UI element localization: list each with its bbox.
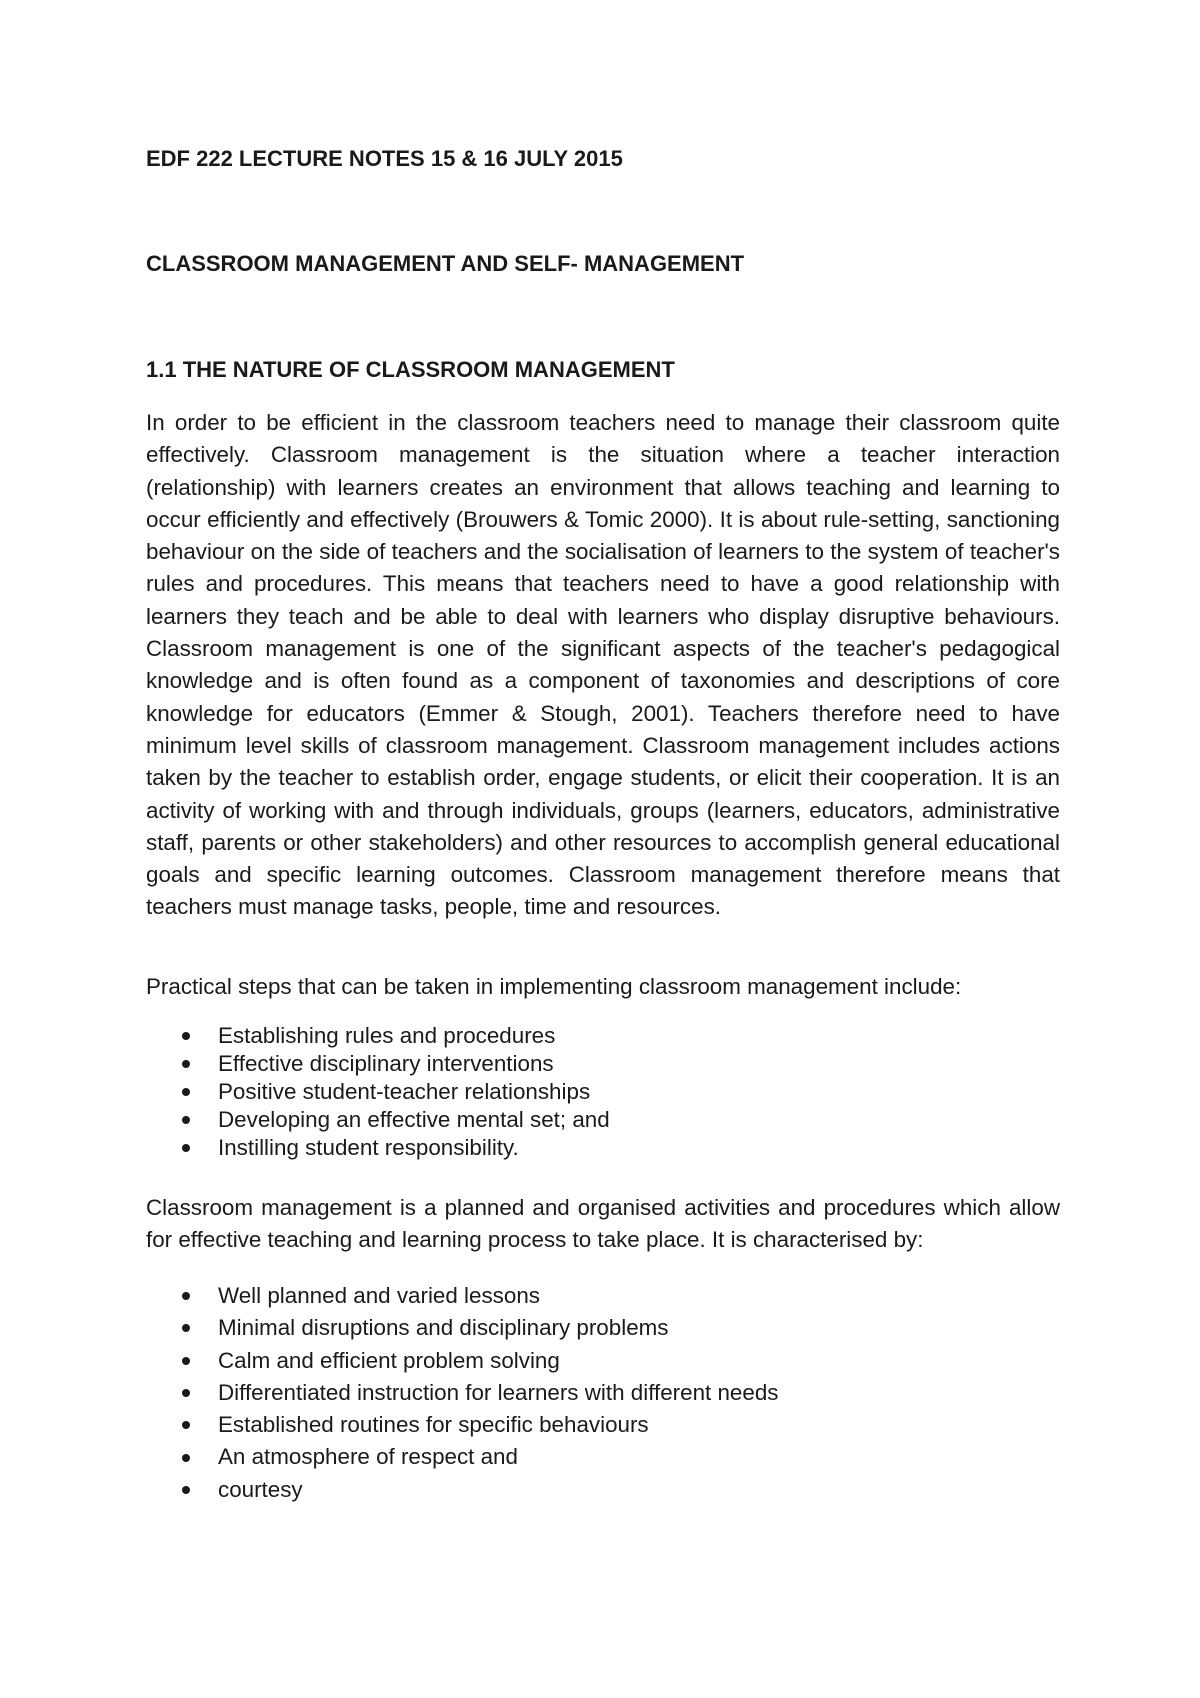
list-item-text: Well planned and varied lessons — [218, 1283, 540, 1308]
list-item-text: An atmosphere of respect and — [218, 1444, 518, 1470]
list-item-text: Instilling student responsibility. — [218, 1135, 519, 1160]
characteristics-list — [146, 1280, 1060, 1506]
list-item-text: Developing an effective mental set; and — [218, 1107, 610, 1132]
main-paragraph: In order to be efficient in the classroom teachers need to manage their classroom quite effectively. Classroom management is the situation where a teacher interaction (relationship) with learners creates an environment that allows teaching and learning to occur efficiently and effectively (Brouwers & Tomic 2000). It is about rule-setting, sanctioning behaviour on the side of teachers and the socialisation of learners to the system of teacher's rules and procedures. This means that teachers need to have a good relationship with learners they teach and be able to deal with learners who display disruptive behaviours. Classroom management is one of the significant aspects of the teacher's pedagogical knowledge and is often found as a component of taxonomies and descriptions of core knowledge for educators (Emmer & Stough, 2001). Teachers therefore need to have minimum level skills of classroom management. Classroom management includes actions taken by the teacher to establish order, engage students, or elicit their cooperation. It is an activity of working with and through individuals, groups (learners, educators, administrative staff, parents or other stakeholders) and other resources to accomplish general educational goals and specific learning outcomes. Classroom management therefore means that teachers must manage tasks, people, time and resources. — [146, 410, 1060, 920]
list-item — [146, 1474, 1060, 1506]
list-item-text: courtesy — [218, 1476, 303, 1502]
list-item-text: Differentiated instruction for learners with different needs — [218, 1379, 779, 1405]
bullet-icon — [182, 1324, 190, 1332]
list-item — [146, 1409, 1060, 1441]
characteristics-intro: Classroom management is a planned and organised activities and procedures which allow for effective teaching and learning process to take place. It is characterised by: — [146, 1195, 1060, 1253]
bullet-icon — [182, 1088, 190, 1096]
bullet-icon — [182, 1144, 190, 1152]
main-paragraph-block — [146, 407, 1060, 924]
list-item — [146, 1441, 1060, 1473]
bullet-icon — [182, 1357, 190, 1365]
list-item-text: Effective disciplinary interventions — [218, 1051, 554, 1076]
list-item — [146, 1050, 1060, 1078]
bullet-icon — [182, 1292, 190, 1300]
list-item — [146, 1345, 1060, 1377]
list-item — [146, 1134, 1060, 1162]
document-title: EDF 222 LECTURE NOTES 15 & 16 JULY 2015 — [146, 146, 623, 171]
steps-list — [146, 1022, 1060, 1162]
list-item-text: Positive student-teacher relationships — [218, 1079, 591, 1104]
list-item — [146, 1377, 1060, 1409]
bullet-icon — [182, 1486, 190, 1494]
list-item — [146, 1022, 1060, 1050]
list-item-text: Established routines for specific behaviours — [218, 1412, 649, 1438]
list-item — [146, 1280, 1060, 1312]
bullet-icon — [182, 1421, 190, 1429]
characteristics-list-block — [146, 1280, 1060, 1506]
list-item-text: Establishing rules and procedures — [218, 1023, 556, 1048]
steps-intro-block — [146, 971, 1060, 1003]
section-heading: 1.1 THE NATURE OF CLASSROOM MANAGEMENT — [146, 357, 675, 382]
steps-intro: Practical steps that can be taken in implementing classroom management include: — [146, 974, 962, 999]
list-item — [146, 1106, 1060, 1134]
characteristics-intro-block — [146, 1192, 1060, 1257]
bullet-icon — [182, 1060, 190, 1068]
steps-list-block — [146, 1022, 1060, 1162]
list-item — [146, 1078, 1060, 1106]
list-item-text: Minimal disruptions and disciplinary problems — [218, 1315, 669, 1341]
list-item — [146, 1312, 1060, 1344]
document-subtitle: CLASSROOM MANAGEMENT AND SELF- MANAGEMENT — [146, 251, 745, 276]
bullet-icon — [182, 1454, 190, 1462]
list-item-text: Calm and efficient problem solving — [218, 1347, 560, 1373]
bullet-icon — [182, 1116, 190, 1124]
bullet-icon — [182, 1389, 190, 1397]
bullet-icon — [182, 1032, 190, 1040]
